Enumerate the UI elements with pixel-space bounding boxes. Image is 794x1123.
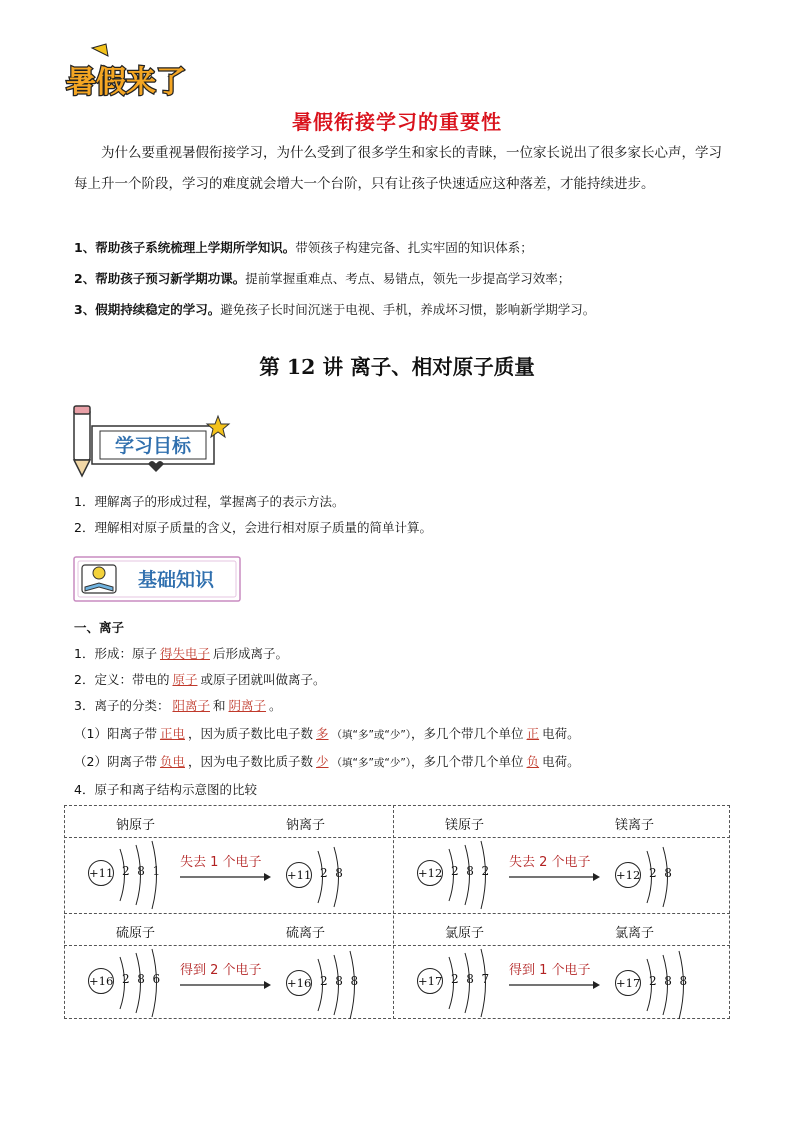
- electron-shell: [334, 847, 339, 907]
- ion-nucleus: +16: [286, 970, 312, 996]
- text: ，因为电子数比质子数: [187, 754, 313, 769]
- arrow-head: [593, 981, 600, 989]
- logo-text: 暑假来了: [66, 65, 186, 100]
- text: ，多几个带几个单位: [411, 754, 524, 769]
- ion-nucleus: +17: [615, 970, 641, 996]
- atom-shells: 2 8 7: [451, 972, 490, 986]
- structure-diagram: [393, 913, 723, 1021]
- text: ，因为质子数比电子数: [187, 726, 313, 741]
- electron-shell: [647, 959, 652, 1011]
- hint: （填“多”或“少”）: [331, 729, 412, 741]
- text: 3．离子的分类：: [74, 698, 170, 713]
- atom-nucleus: +12: [417, 860, 443, 886]
- tip-bold: 3、假期持续稳定的学习。: [74, 302, 221, 317]
- atom-nucleus: +16: [88, 968, 114, 994]
- arrow-head: [264, 873, 271, 881]
- text: 电荷。: [542, 726, 580, 741]
- intro-paragraph: 为什么要重视暑假衔接学习，为什么受到了很多学生和家长的青睐，一位家长说出了很多家长心声，学习每上升一个阶段，学习的难度就会增大一个台阶，只有让孩子快速适应这种落差，才能持续进步。: [74, 145, 722, 192]
- electron-shell: [152, 949, 157, 1017]
- transfer-label: 失去 1 个电子: [180, 855, 262, 870]
- lecture-title: 第 12 讲 离子、相对原子质量: [259, 355, 535, 379]
- answer-fill: 阳离子: [172, 698, 210, 713]
- electron-shell: [152, 841, 157, 909]
- arrow-head: [264, 981, 271, 989]
- text: ，多几个带几个单位: [411, 726, 524, 741]
- transfer-label: 失去 2 个电子: [509, 855, 591, 870]
- answer-fill: 负: [526, 754, 540, 769]
- ion-nucleus: +12: [615, 862, 641, 888]
- atom-shells: 2 8 6: [122, 972, 161, 986]
- text: （2）阴离子带: [74, 754, 157, 769]
- ion-shells: 2 8: [320, 866, 343, 880]
- answer-fill: 少: [316, 754, 329, 769]
- electron-shell: [647, 851, 652, 903]
- ion-label: 镁离子: [615, 818, 655, 833]
- classification-line: [74, 696, 282, 714]
- tip-text: 避免孩子长时间沉迷于电视、手机，养成坏习惯，影响新学期学习。: [220, 302, 596, 317]
- text: 2．定义：带电的: [74, 672, 170, 687]
- answer-fill: 负电: [159, 754, 185, 769]
- atom-shells: 2 8 1: [122, 864, 161, 878]
- electron-shell: [136, 953, 141, 1013]
- text: 和: [212, 698, 226, 713]
- anion-line: [74, 752, 580, 770]
- comparison-cell: [64, 805, 394, 913]
- ion-shells: 2 8 8: [649, 974, 688, 988]
- atom-nucleus: +17: [417, 968, 443, 994]
- atom-label: 氯原子: [445, 926, 485, 941]
- lightbulb-book-icon: [72, 553, 244, 605]
- answer-fill: 阴离子: [228, 698, 267, 713]
- answer-fill: 正电: [159, 726, 185, 741]
- ion-shells: 2 8 8: [320, 974, 359, 988]
- structure-diagram: [64, 805, 394, 913]
- answer-fill: 正: [526, 726, 540, 741]
- electron-shell: [481, 841, 486, 909]
- comparison-cell: [64, 913, 394, 1021]
- electron-shell: [350, 951, 355, 1019]
- formation-line: [74, 644, 288, 662]
- tip-item: [74, 269, 734, 287]
- text: 后形成离子。: [212, 646, 288, 661]
- basic-knowledge-badge: [72, 553, 244, 605]
- cation-line: [74, 724, 580, 742]
- atom-shells: 2 8 2: [451, 864, 490, 878]
- logo-graphic: [62, 42, 192, 104]
- transfer-label: 得到 1 个电子: [509, 963, 591, 978]
- ion-label: 氯离子: [615, 926, 655, 941]
- electron-shell: [449, 957, 454, 1009]
- atom-label: 钠原子: [116, 818, 156, 833]
- answer-fill: 多: [316, 726, 329, 741]
- electron-shell: [120, 957, 125, 1009]
- electron-shell: [481, 949, 486, 1017]
- structure-diagram: [393, 805, 723, 913]
- electron-shell: [465, 845, 470, 905]
- tip-bold: 1、帮助孩子系统梳理上学期所学知识。: [74, 240, 296, 255]
- atom-label: 镁原子: [445, 818, 485, 833]
- ion-nucleus: +11: [286, 862, 312, 888]
- tip-text: 提前掌握重难点、考点、易错点，领先一步提高学习效率；: [245, 271, 571, 286]
- definition-line: [74, 670, 326, 688]
- goal-item: 2．理解相对原子质量的含义，会进行相对原子质量的简单计算。: [74, 520, 432, 535]
- electron-shell: [318, 851, 323, 903]
- tip-text: 带领孩子构建完备、扎实牢固的知识体系；: [295, 240, 533, 255]
- tip-item: [74, 300, 734, 318]
- goal-item: 1．理解离子的形成过程，掌握离子的表示方法。: [74, 494, 345, 509]
- text: （1）阳离子带: [74, 726, 157, 741]
- text: 1．形成：原子: [74, 646, 157, 661]
- electron-shell: [334, 955, 339, 1015]
- goal-badge-label: 学习目标: [114, 435, 192, 457]
- hint: （填“多”或“少”）: [331, 757, 412, 769]
- tip-item: [74, 238, 734, 256]
- ion-label: 钠离子: [286, 818, 326, 833]
- atom-nucleus: +11: [88, 860, 114, 886]
- learning-goal-badge: [70, 404, 232, 480]
- comparison-heading: 4．原子和离子结构示意图的比较: [74, 782, 257, 797]
- tip-bold: 2、帮助孩子预习新学期功课。: [74, 271, 246, 286]
- page-title: 暑假衔接学习的重要性: [292, 110, 502, 134]
- structure-diagram: [64, 913, 394, 1021]
- electron-shell: [136, 845, 141, 905]
- arrow-head: [593, 873, 600, 881]
- atom-label: 硫原子: [116, 926, 156, 941]
- text: 或原子团就叫做离子。: [200, 672, 326, 687]
- electron-shell: [465, 953, 470, 1013]
- text: 电荷。: [542, 754, 580, 769]
- electron-shell: [663, 847, 668, 907]
- ion-label: 硫离子: [286, 926, 326, 941]
- transfer-label: 得到 2 个电子: [180, 963, 262, 978]
- ion-shells: 2 8: [649, 866, 672, 880]
- electron-shell: [449, 849, 454, 901]
- answer-fill: 得失电子: [159, 646, 210, 661]
- comparison-cell: [393, 805, 723, 913]
- logo: [62, 42, 192, 104]
- text: 。: [269, 698, 282, 713]
- electron-shell: [663, 955, 668, 1015]
- answer-fill: 原子: [172, 672, 198, 687]
- electron-shell: [318, 959, 323, 1011]
- section-heading: 一、离子: [74, 620, 125, 635]
- electron-shell: [679, 951, 684, 1019]
- comparison-cell: [393, 913, 723, 1021]
- electron-shell: [120, 849, 125, 901]
- basic-badge-label: 基础知识: [137, 569, 215, 591]
- pencil-icon: [70, 404, 232, 480]
